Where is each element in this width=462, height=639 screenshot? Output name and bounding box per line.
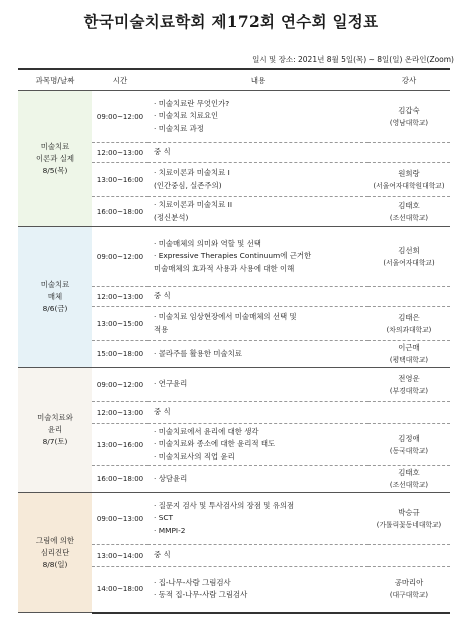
day-label-line: 8/6(금) bbox=[42, 304, 68, 313]
header-content: 내용 bbox=[148, 69, 368, 91]
day-label-line: 심리진단 bbox=[40, 547, 70, 557]
session-speaker bbox=[368, 307, 450, 341]
session-speaker bbox=[368, 402, 450, 424]
session-content bbox=[148, 341, 368, 368]
session-time: 13:00~15:00 bbox=[92, 307, 148, 341]
session-time: 13:00~16:00 bbox=[92, 163, 148, 197]
schedule-row bbox=[18, 368, 450, 402]
day-label-line: 미술치료 bbox=[40, 141, 70, 151]
speaker-affiliation: (서울여자대학원대학교) bbox=[373, 181, 445, 190]
day-label-line: 매체 bbox=[47, 292, 63, 301]
schedule-row bbox=[18, 91, 450, 143]
speaker-affiliation: (영남대학교) bbox=[389, 118, 429, 127]
session-content-line: · 미술치료 과정 bbox=[154, 123, 204, 133]
session-content-line: · 미술치료사의 직업 윤리 bbox=[154, 451, 235, 461]
speaker-affiliation: (조선대학교) bbox=[389, 481, 429, 489]
schedule-table bbox=[18, 68, 450, 614]
day-label-line: 8/7(토) bbox=[42, 437, 68, 446]
speaker-name: 김선희 bbox=[398, 245, 420, 255]
session-speaker bbox=[368, 466, 450, 493]
session-time: 12:00~13:00 bbox=[92, 402, 148, 424]
session-content-line: · SCT bbox=[154, 513, 174, 523]
day-label bbox=[18, 227, 92, 368]
speaker-name: 김정애 bbox=[398, 433, 420, 443]
session-content-line: · 미술치료 임상현장에서 미술매체의 선택 및 bbox=[154, 312, 297, 321]
session-content bbox=[148, 424, 368, 466]
session-content-line: 중 식 bbox=[154, 147, 171, 157]
session-content bbox=[148, 197, 368, 227]
session-speaker bbox=[368, 493, 450, 545]
speaker-name: 김태호 bbox=[398, 468, 420, 477]
session-speaker bbox=[368, 227, 450, 287]
session-speaker bbox=[368, 143, 450, 163]
speaker-affiliation: (대구대학교) bbox=[389, 591, 429, 600]
session-content-line: · 미술치료에서 윤리에 대한 생각 bbox=[154, 426, 259, 436]
session-speaker bbox=[368, 287, 450, 307]
speaker-name: 이근매 bbox=[398, 343, 420, 352]
session-content-line: · 콜라주를 활용한 미술치료 bbox=[154, 348, 242, 358]
day-label bbox=[18, 91, 92, 227]
schedule-row bbox=[18, 227, 450, 287]
day-label-line: 미술치료와 bbox=[37, 413, 73, 422]
session-content-line: · 연구윤리 bbox=[154, 379, 188, 389]
session-content bbox=[148, 163, 368, 197]
day-label-line: 윤리 bbox=[47, 425, 63, 434]
session-time: 16:00~18:00 bbox=[92, 466, 148, 493]
header-day: 과목명/날짜 bbox=[18, 69, 92, 91]
day-label-line: 그림에 의한 bbox=[35, 535, 75, 545]
session-speaker bbox=[368, 545, 450, 567]
session-content bbox=[148, 91, 368, 143]
day-label-line: 미술치료 bbox=[40, 280, 70, 289]
speaker-affiliation: (부경대학교) bbox=[389, 386, 429, 395]
session-content-line: · 상담윤리 bbox=[154, 473, 188, 483]
session-content-line: (인간중심, 실존주의) bbox=[154, 180, 222, 190]
session-time: 09:00~12:00 bbox=[92, 227, 148, 287]
session-content-line: · 치료이론과 미술치료 I bbox=[154, 168, 230, 177]
session-time: 09:00~13:00 bbox=[92, 493, 148, 545]
session-content-line: 중 식 bbox=[154, 291, 171, 301]
session-time: 09:00~12:00 bbox=[92, 368, 148, 402]
header-speaker: 강사 bbox=[368, 69, 450, 91]
session-content-line: 중 식 bbox=[154, 407, 171, 417]
session-content-line: 중 식 bbox=[154, 550, 171, 560]
session-time: 16:00~18:00 bbox=[92, 197, 148, 227]
session-content bbox=[148, 368, 368, 402]
speaker-name: 박승규 bbox=[398, 507, 420, 517]
session-content bbox=[148, 493, 368, 545]
session-content-line: · 동적 집-나무-사람 그림검사 bbox=[154, 590, 248, 600]
speaker-name: 김태호 bbox=[398, 200, 420, 210]
session-content-line: 적용 bbox=[154, 324, 169, 334]
session-speaker bbox=[368, 567, 450, 613]
session-speaker bbox=[368, 368, 450, 402]
session-content-line: · 질문지 검사 및 투사검사의 장점 및 유의점 bbox=[154, 500, 295, 510]
session-content bbox=[148, 545, 368, 567]
session-time: 15:00~18:00 bbox=[92, 341, 148, 368]
speaker-affiliation: (가톨릭꽃동네대학교) bbox=[376, 520, 442, 529]
session-content bbox=[148, 143, 368, 163]
session-content-line: 미술매체의 효과적 사용과 사용에 대한 이해 bbox=[154, 263, 295, 273]
day-label bbox=[18, 493, 92, 613]
session-content-line: (정신분석) bbox=[154, 212, 189, 222]
session-content-line: · 미술치료 치료요인 bbox=[154, 111, 219, 121]
header-row bbox=[18, 69, 450, 91]
session-time: 12:00~13:00 bbox=[92, 143, 148, 163]
session-content bbox=[148, 466, 368, 493]
day-label bbox=[18, 368, 92, 493]
session-content bbox=[148, 402, 368, 424]
day-label-line: 8/5(목) bbox=[42, 165, 68, 175]
session-content-line: · 미술매체의 의미와 역할 및 선택 bbox=[154, 238, 261, 248]
session-time: 13:00~16:00 bbox=[92, 424, 148, 466]
session-content-line: · 미술치료란 무엇인가? bbox=[154, 98, 230, 108]
schedule-body bbox=[18, 91, 450, 613]
speaker-affiliation: (평택대학교) bbox=[389, 356, 429, 364]
session-time: 12:00~13:00 bbox=[92, 287, 148, 307]
day-label-line: 이론과 실제 bbox=[35, 153, 75, 163]
speaker-affiliation: (동국대학교) bbox=[389, 446, 429, 455]
header-time: 시간 bbox=[92, 69, 148, 91]
session-content-line: · Expressive Therapies Continuum에 근거한 bbox=[154, 251, 312, 261]
session-content bbox=[148, 287, 368, 307]
session-time: 09:00~12:00 bbox=[92, 91, 148, 143]
session-content-line: · MMPI-2 bbox=[154, 525, 186, 535]
session-speaker bbox=[368, 163, 450, 197]
speaker-affiliation: (차의과대학교) bbox=[386, 325, 432, 334]
session-time: 14:00~18:00 bbox=[92, 567, 148, 613]
session-speaker bbox=[368, 341, 450, 368]
schedule-row bbox=[18, 493, 450, 545]
day-label-line: 8/8(일) bbox=[42, 559, 68, 569]
session-speaker bbox=[368, 91, 450, 143]
session-content-line: · 미술치료와 종소에 대한 윤리적 태도 bbox=[154, 439, 276, 449]
speaker-affiliation: (서울여자대학교) bbox=[383, 258, 435, 267]
speaker-name: 전영운 bbox=[398, 373, 420, 383]
speaker-affiliation: (조선대학교) bbox=[389, 213, 429, 222]
speaker-name: 원희랑 bbox=[398, 168, 420, 178]
page-title: 한국미술치료학회 제172회 연수회 일정표 bbox=[83, 12, 379, 31]
date-venue-info: 일시 및 장소: 2021년 8월 5일(목) ~ 8일(일) 온라인(Zoom) bbox=[252, 55, 454, 64]
session-content bbox=[148, 567, 368, 613]
session-speaker bbox=[368, 424, 450, 466]
session-content bbox=[148, 227, 368, 287]
speaker-name: 김갑숙 bbox=[398, 105, 420, 115]
speaker-name: 공마리아 bbox=[394, 578, 424, 588]
speaker-name: 김태은 bbox=[398, 312, 420, 322]
session-content bbox=[148, 307, 368, 341]
session-time: 13:00~14:00 bbox=[92, 545, 148, 567]
session-content-line: · 치료이론과 미술치료 II bbox=[154, 200, 233, 209]
session-content-line: · 집-나무-사람 그림검사 bbox=[154, 577, 231, 587]
session-speaker bbox=[368, 197, 450, 227]
